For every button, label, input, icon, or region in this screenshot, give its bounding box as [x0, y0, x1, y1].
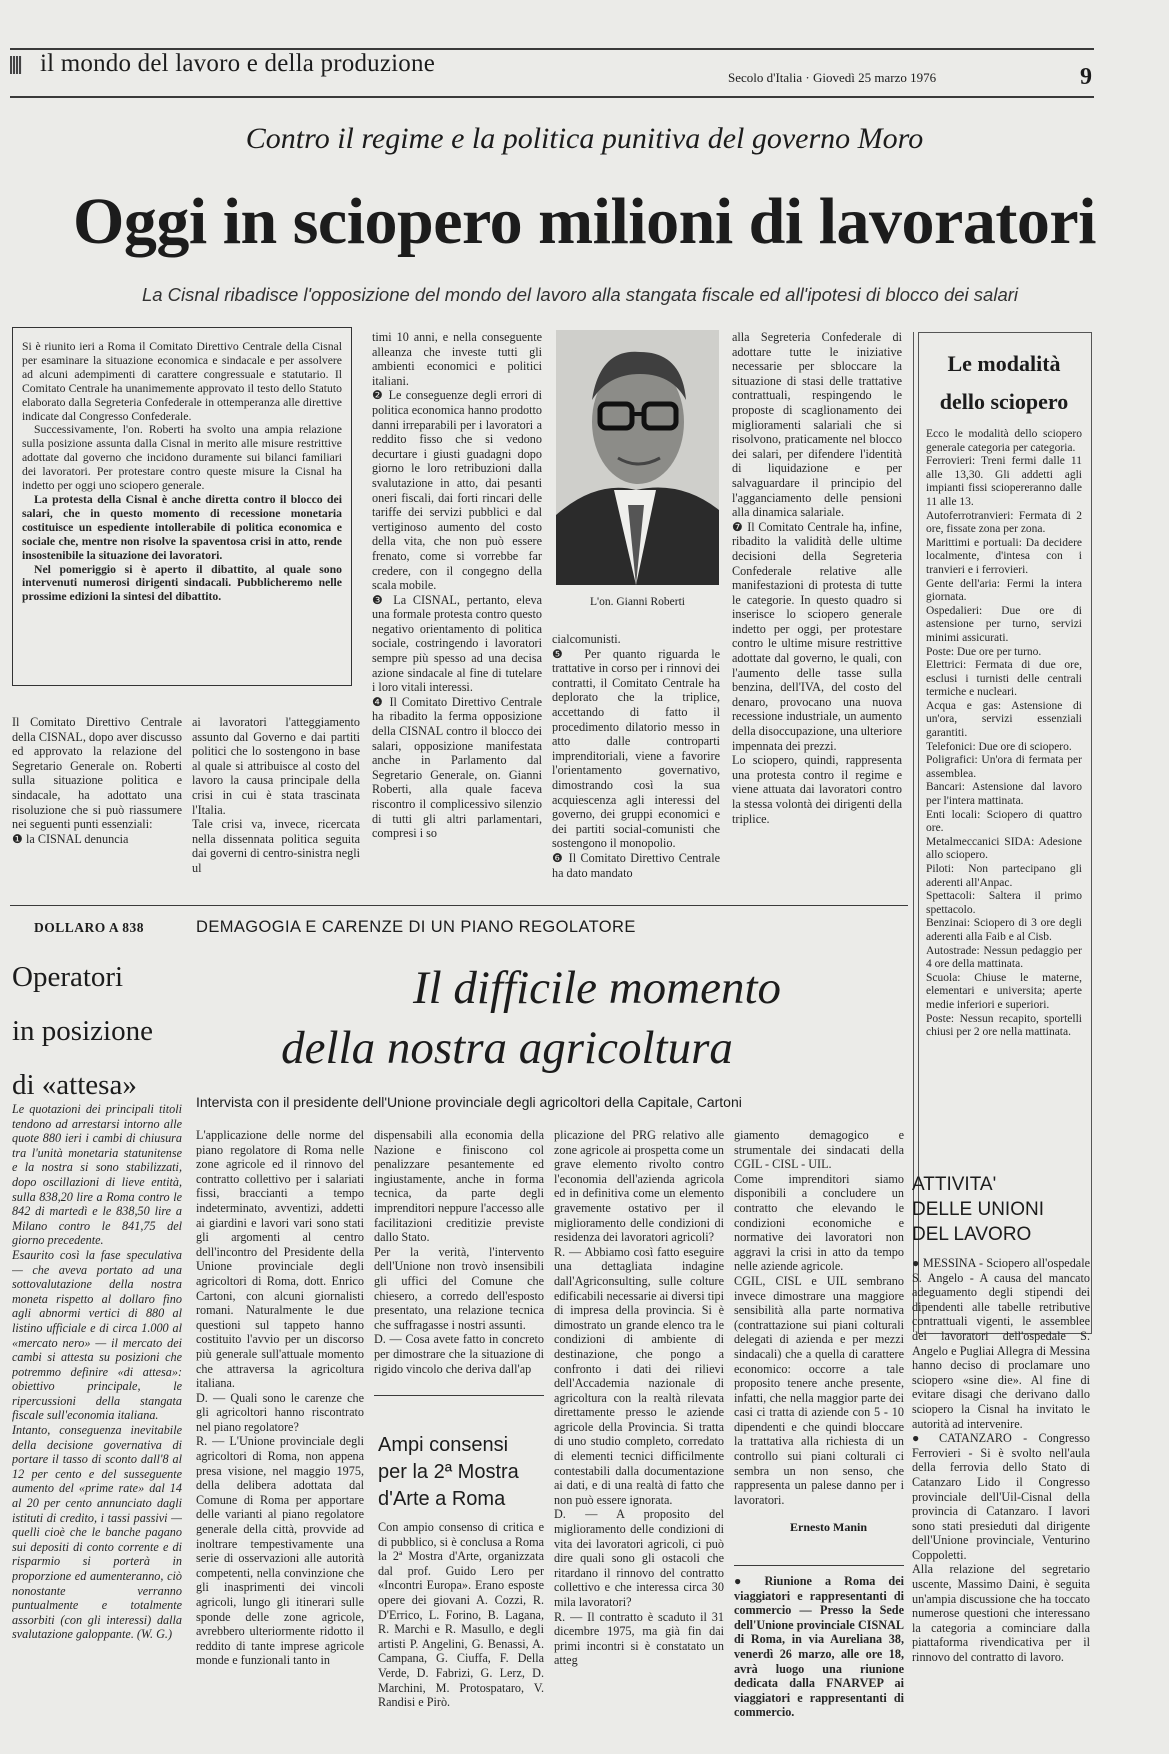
dollaro-headline-line: Operatori — [12, 961, 124, 993]
mostra-body: Con ampio consenso di critica e di pubblico, si è conclusa a Roma la 2ª Mostra d'Arte, organizzata dal prof. Guido Lero per «Incontri Europa». Erano esposte opere dei giovani A. Cozzi, R. D'Errico, L. Forino, B. Lagana, R. Marchi e R. Masullo, e degli artisti P. Angelini, G. Benassi, A. Campana, G. Ciuffa, F. Della Verde, D. Fabrizi, G. Lerz, D. Marchini, M. Protospataro, V. Randisi e Pirò. — [378, 1520, 544, 1710]
dollaro-body: Le quotazioni dei principali titoli tendono ad arrestarsi intorno alle quote 880 ieri i cambi di chiusura tra l'unità monetaria statunitense e la nostra si sono stabilizzati, dopo oscillazioni di lieve entità, sulla 838,20 lire a Roma contro le 842 di martedì e le 838,50 lire a Milano contro le 841,75 del giorno precedente. Esaurito così la fase speculativa — che aveva portato ad una sottovalutazione della nostra moneta rispetto al dollaro fino agli abnormi vertici di 880 al listino ufficiale e di circa 1.000 al «mercato nero» — il mercato dei cambi si attesta su posizioni che potremmo definire «di attesa»: obiettivo principale, le ripercussioni della stangata fiscale sull'economia italiana. Intanto, conseguenza inevitabile della decisione governativa di portare il tasso di sconto dall'8 al 12 per cento e del susseguente aumento del «prime rate» dal 14 al 20 per cento annunciato dagli istituti di credito, i tassi passivi — quelli cioè che le banche pagano sui depositi di conto corrente e di risparmio si porterà in proporzione ed aumenteranno, ciò nonostante verranno puntualmente e totalmente assorbiti (con gli interessi) dalla svalutazione galoppante. (W. G.) — [12, 1102, 182, 1642]
dollaro-headline-line: in posizione — [12, 1015, 153, 1047]
photo-caption: L'on. Gianni Roberti — [589, 596, 685, 608]
mostra-rule — [374, 1395, 544, 1396]
masthead-rule-bottom — [10, 96, 1094, 98]
summary-box-text — [22, 340, 342, 680]
lead-kicker: Contro il regime e la politica punitiva del governo Moro — [245, 122, 924, 155]
roberti-photo — [556, 330, 719, 585]
page-number: 9 — [1080, 64, 1092, 90]
lead-column-5: alla Segreteria Confederale di adottare tutte le iniziative necessarie per sbloccare la situazione di stasi delle trattative contrattuali, respingendo le proposte di scaglionamento dei miglioramenti salariali che si risolvono, praticamente nel blocco dei salari, per difendere l'identità di liquidazione e per salvaguardare il principio del l'agganciamento delle pensioni alla dinamica salariale. ❼ Il Comitato Centrale ha, infine, ribadito la validità delle ultime decisioni della Segreteria Confederale relative alle manifestazioni di protesta di tutte le categorie. In questo quadro si inserisce lo sciopero generale indetto per oggi, per protestare contro le ultime misure restrittive adottate dal governo, le quali, con l'aumento delle tasse sulla benzina, dell'IVA, del costo del denaro, provocano una nuova recessione industriale, un aumento della disoccupazione, una ulteriore impennata dei prezzi. Lo sciopero, quindi, rappresenta una protesta contro il regime e viene attuata dai lavoratori contro la stessa volontà dei dirigenti della triplice. — [732, 330, 902, 826]
lead-headline: Oggi in sciopero milioni di lavoratori — [73, 185, 1096, 258]
summary-paragraph: La protesta della Cisnal è anche diretta contro il blocco dei salari, che in questo momento di recessione monetaria costituisce un espediente intollerabile di politica economica e sociale che, mentre non risolve la spaventosa crisi in atto, rende insostenibile la situazione dei lavoratori. — [22, 492, 342, 562]
agricoltura-subhead: Intervista con il presidente dell'Unione provinciale degli agricoltori della Capitale, Cartoni — [196, 1094, 742, 1110]
attivita-body: ● MESSINA - Sciopero all'ospedale S. Angelo - A causa del mancato adeguamento degli stipendi dei dipendenti alle tabelle retributive contrattuali vigenti, le assemblee dei lavoratori dell'ospedale S. Angelo e Pugliai Allegra di Messina hanno deciso di proclamare uno sciopero «sine die». Al fine di evitare disagi che derivano dallo sciopero la Cisnal ha invitato le autorità ad intervenire. ● CATANZARO - Congresso Ferrovieri - Si è svolto nell'aula della ferrovia dello Stato di Catanzaro Lido il Congresso provinciale dell'Uil-Cisnal della provincia di Catanzaro. I lavori sono stati presieduti dal dirigente dell'Unione provinciale, Venturino Coppoletti. Alla relazione del segretario uscente, Massimo Daini, è seguita un'ampia discussione che ha toccato numerose questioni che interessano la categoria a cominciare dalla piattaforma rivendicativa per il rinnovo del contratto di lavoro. — [912, 1256, 1090, 1665]
agricoltura-signature: Ernesto Manin — [790, 1520, 868, 1534]
summary-paragraph: Si è riunito ieri a Roma il Comitato Direttivo Centrale della Cisnal per esaminare la situazione economica e sindacale e per assolvere ad alcuni adempimenti di carattere congressuale e statutario. Il Comitato Centrale ha unanimemente approvato il testo dello Statuto elaborato dalla Segreteria Confederale in ottemperanza alle direttive indicate dal Congresso Confederale. — [22, 340, 342, 423]
lead-column-4: cialcomunisti. ❺ Per quanto riguarda le trattative in corso per i rinnovi dei contratti, il Comitato Centrale ha deplorato che la triplice, accettando di fatto il procedimento dilatorio messo in atto dalle controparti imprenditoriali, viene a favorire l'orientamento governativo, dimostrando così la sua acquiescenza agli interessi del governo, dei gruppi economici e dei partiti social-comunisti che sostengono il monopolio. ❻ Il Comitato Direttivo Centrale ha dato mandato — [552, 632, 720, 880]
agricoltura-headline-line: Il difficile momento — [412, 962, 782, 1014]
lead-column-2: ai lavoratori l'atteggiamento assunto dal Governo e dai partiti politici che lo sostengono in base al quale si attribuisce al costo del lavoro la causa principale della crisi in cui è stata trascinata l'Italia. Tale crisi va, invece, ricercata nella dissennata politica seguita dai governi di centro-sinistra negli ul — [192, 715, 360, 875]
mostra-headline — [378, 1432, 544, 1513]
lead-column-1: Il Comitato Direttivo Centrale della CISNAL, dopo aver discusso ed approvato la relazione del Segretario Generale on. Roberti sulla situazione politica e sindacale, ha adottato una risoluzione che si può riassumere nei seguenti punti essenziali: ❶ la CISNAL denuncia — [12, 715, 182, 846]
attivita-title-line: ATTIVITA' — [912, 1174, 997, 1195]
lead-subhead: La Cisnal ribadisce l'opposizione del mondo del lavoro alla stangata fiscale ed all'ipotesi di blocco dei salari — [141, 284, 1019, 305]
attivita-title-line: DEL LAVORO — [912, 1224, 1032, 1245]
lead-column-3: timi 10 anni, e nella conseguente alleanza che investe tutti gli ambienti economici e politici italiani. ❷ Le conseguenze degli errori di politica economica hanno prodotto danni irreparabili per i lavoratori a reddito fisso che si vedono decurtare i giusti guadagni dopo giorno le loro retribuzioni dalla svalutazione in atto, dai pesanti oneri fiscali, dai forti rincari delle tariffe dei servizi pubblici e dal vertiginoso aumento del costo della vita, che non può essere frenato, come si vorrebbe far credere, con il congegno della scala mobile. ❸ La CISNAL, pertanto, eleva una formale protesta contro questo negativo orientamento di politica sociale, costringendo i lavoratori sempre più spesso ad una decisa azione sindacale al fine di tutelare i loro vitali interessi. ❹ Il Comitato Direttivo Centrale ha ribadito la ferma opposizione della CISNAL contro il blocco dei salari, opposizione manifestata anche in Parlamento dal Segretario Generale, on. Gianni Roberti, alla quale faceva riscontro il complicessivo silenzio di tutti gli altri parlamentari, compresi i so — [372, 330, 542, 841]
agricoltura-headline-line: della nostra agricoltura — [281, 1022, 733, 1074]
section-title: il mondo del lavoro e della produzione — [40, 50, 435, 77]
agricoltura-kicker: DEMAGOGIA E CARENZE DI UN PIANO REGOLATORE — [196, 918, 636, 936]
mostra-headline-line: d'Arte a Roma — [378, 1488, 506, 1510]
attivita-title — [912, 1172, 1092, 1247]
sidebar-title-line: dello sciopero — [939, 389, 1069, 414]
summary-paragraph: Nel pomeriggio si è aperto il dibattito, al quale sono intervenuti numerosi dirigenti sindacali. Pubblicheremo nelle prossime edizioni la sintesi del dibattito. — [22, 562, 342, 604]
section-divider — [10, 905, 908, 906]
masthead-rule-top — [10, 48, 1094, 50]
portrait-image — [556, 330, 719, 585]
sidebar-title — [918, 345, 1090, 421]
riunione-rule — [734, 1565, 904, 1566]
dollaro-headline — [12, 950, 187, 1112]
agricoltura-column-1: L'applicazione delle norme del piano regolatore di Roma nelle zone agricole ed il rinnovo del contratto collettivo per i salariati fissi, braccianti a tempo indeterminato, avventizi, addetti ai giardini e lavori vari sono stati gli argomenti al centro dell'incontro del Presidente della Unione provinciale degli agricoltori di Roma, dott. Enrico Cartoni, con alcuni giornalisti romani. Naturalmente le due questioni sul tappeto hanno costituito l'avvio per un discorso più generale sull'attuale momento che attraversa la agricoltura italiana. D. — Quali sono le carenze che gli agricoltori hanno riscontrato nel piano regolatore? R. — L'Unione provinciale degli agricoltori di Roma, non appena presa visione, nel maggio 1975, della delibera adottata dal Comune di Roma per apportare delle varianti al piano regolatore generale della città, provvide ad inoltrare tempestivamente una serie di osservazioni alle autorità competenti, nella convinzione che gli inasprimenti dei vincoli agricoli, lungo gli itinerari sulle sponde delle zone agricole, avrebbero ulteriormente ridotto il reddito di tante imprese agricole monde e funzionali tanto in — [196, 1128, 364, 1668]
mostra-headline-line: Ampi consensi — [378, 1434, 509, 1456]
riunione-notice: ● Riunione a Roma dei viaggiatori e rappresentanti di commercio — Presso la Sede dell'Unione provinciale CISNAL di Roma, in via Aureliana 38, venerdì 26 marzo, alle ore 18, avrà luogo una riunione dedicata dalla FNARVEP ai viaggiatori e rappresentanti di commercio. — [734, 1574, 904, 1720]
agricoltura-headline — [196, 958, 908, 1078]
dollaro-headline-line: di «attesa» — [12, 1069, 137, 1101]
summary-paragraph: Successivamente, l'on. Roberti ha svolto una ampia relazione sulla posizione assunta dalla Cisnal in merito alle misure restrittive adottate dal governo che incidono duramente sui bilanci familiari dei lavoratori. Per protestare contro queste misure la Cisnal ha indetto per oggi uno sciopero generale. — [22, 423, 342, 493]
sidebar-body: Ecco le modalità dello sciopero generale categoria per categoria. Ferrovieri: Treni fermi dalle 11 alle 13,30. Gli addetti agli impianti fissi sciopereranno dalle 11 alle 13. Autoferrotranvieri: Fermata di 2 ore, fissate zona per zona. Marittimi e portuali: Da decidere localmente, d'intesa con i tranvieri e i ferrovieri. Gente dell'aria: Fermi la intera giornata. Ospedalieri: Due ore di astensione per turno, servizi minimi assicurati. Poste: Due ore per turno. Elettrici: Fermata di due ore, esclusi i turnisti delle centrali termiche e nucleari. Acqua e gas: Astensione di un'ora, servizi essenziali garantiti. Telefonici: Due ore di sciopero. Poligrafici: Un'ora di fermata per assemblea. Bancari: Astensione dal lavoro per l'intera mattinata. Enti locali: Sciopero di quattro ore. Metalmeccanici SIDA: Adesione allo sciopero. Piloti: Non partecipano gli aderenti all'Anpac. Spettacoli: Saltera il primo spettacolo. Benzinai: Sciopero di 3 ore degli aderenti alla Faib e al Cisb. Autostrade: Nessun pedaggio per 4 ore della mattinata. Scuola: Chiuse le materne, elementari e universita; aperte medie inferiori e superiori. Poste: Nessun recapito, sportelli chiusi per 2 ore nella mattinata. — [926, 428, 1082, 1039]
attivita-title-line: DELLE UNIONI — [912, 1199, 1044, 1220]
agricoltura-column-2: dispensabili alla economia della Nazione e finiscono col penalizzare pesantemente ed ingiustamente, anche in forma tecnica, da parte degli imprenditori neppure l'accesso alle facilitazioni creditizie previste dallo Stato. Per la verità, l'intervento dell'Unione non trovò insensibili gli uffici del Comune che chiesero, a corredo dell'esposto presentato, una relazione tecnica che suffragasse i nostri assunti. D. — Cosa avete fatto in concreto per dimostrare che la situazione di rigido vincolo che deriva dall'ap — [374, 1128, 544, 1376]
dollaro-tag: DOLLARO A 838 — [34, 920, 145, 935]
agricoltura-column-3: plicazione del PRG relativo alle zone agricole ai prospetta come un grave elemento rivolto contro l'economia dell'azienda agricola ed in definitiva come un elemento gravemente ostativo per il miglioramento delle condizioni di residenza dei lavoratori agricoli? R. — Abbiamo così fatto eseguire una dettagliata indagine dall'Agriconsulting, sulle colture edificabili necessarie ai diversi tipi di impresa della provincia. Si è dimostrato un grande elenco tra le condizioni di ambiente di destinazione, che pongo a confronto i dati dei rilievi dell'Accademia nazionale di agricoltura con la realtà rilevata direttamente presso le aziende agricole della Provincia. Si tratta di uno studio completo, corredato di elementi tecnici difficilmente contestabili dalla documentazione ai dati, e di una realtà di fatto che non può essere ignorata. D. — A proposito del miglioramento delle condizioni di vita dei lavoratori agricoli, ci può dire quali sono gli ostacoli che ritardano il rinnovo del contratto collettivo e che interessa circa 30 mila lavoratori? R. — Il contratto è scaduto il 31 dicembre 1975, ma già fin dai primi incontri si è constatato un atteg — [554, 1128, 724, 1668]
dateline: Secolo d'Italia · Giovedì 25 marzo 1976 — [728, 70, 937, 85]
masthead-marker — [10, 56, 22, 74]
agricoltura-column-4: giamento demagogico e strumentale dei sindacati della CGIL - CISL - UIL. Come imprenditori siamo disponibili a concludere un contratto che elevando le condizioni economiche e normative dei lavoratori non aggravi la crisi in atto da tempo nelle aziende agricole. CGIL, CISL e UIL sembrano invece dimostrare una maggiore sensibilità alla parte normativa (contrattazione sui piani colturali delegati di azienda e per mezzi sindacali) che a quella di carattere economico: occorre a tale proposito tenere anche presente, infatti, che nella maggior parte dei casi ci tratta di aziende con 5 - 10 dipendenti e che quindi bloccare la trattativa alla richiesta di un controllo sui piani colturali ci sembra un non senso, che rappresenta un palese danno per i lavoratori. — [734, 1128, 904, 1507]
mostra-headline-line: per la 2ª Mostra — [378, 1461, 519, 1483]
sidebar-title-line: Le modalità — [947, 351, 1061, 376]
